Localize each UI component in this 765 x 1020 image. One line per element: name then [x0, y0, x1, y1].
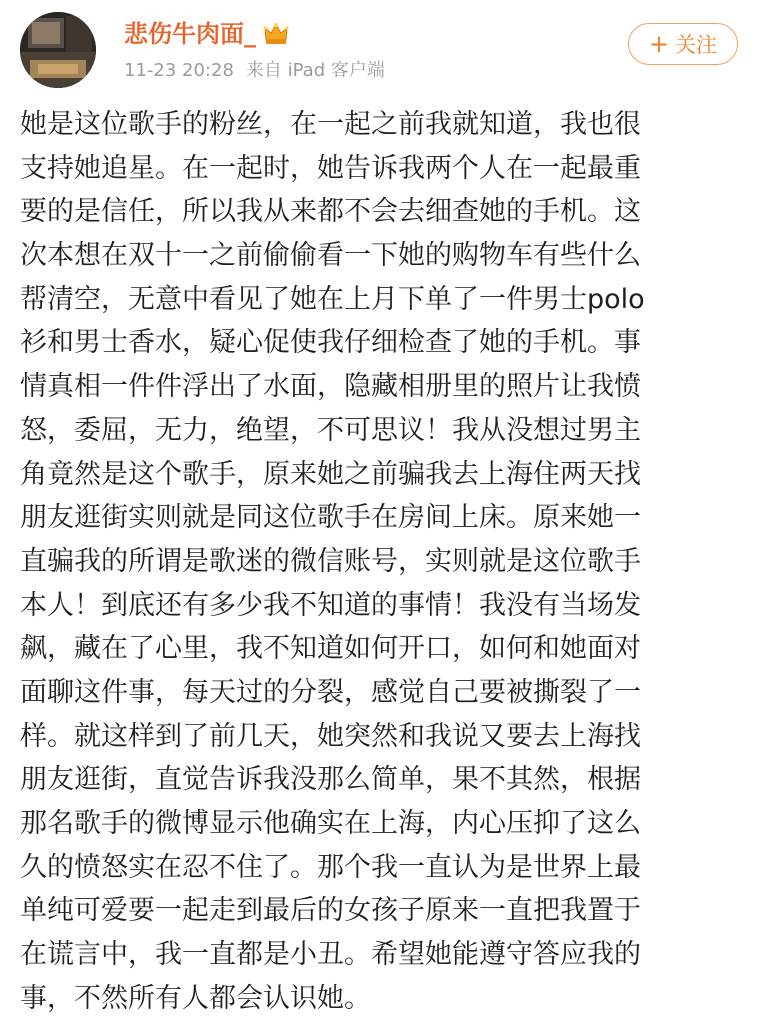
- post-text-line: 衫和男士香水，疑心促使我仔细检查了她的手机。事: [20, 327, 641, 359]
- post-text-line: 直骗我的所谓是歌迷的微信账号，实则就是这位歌手: [20, 545, 641, 577]
- post-text-line: 朋友逛街实则就是同这位歌手在房间上床。原来她一: [20, 502, 641, 534]
- avatar-image: [20, 12, 96, 88]
- post-text-line: 飙，藏在了心里，我不知道如何开口，如何和她面对: [20, 633, 641, 665]
- username[interactable]: 悲伤牛肉面_: [124, 20, 256, 48]
- post-text-line: 在谎言中，我一直都是小丑。希望她能遵守答应我的: [20, 939, 641, 971]
- post-text-line: 朋友逛街，直觉告诉我没那么简单，果不其然，根据: [20, 764, 641, 796]
- post-text-line: 那名歌手的微博显示他确实在上海，内心压抑了这么: [20, 808, 641, 839]
- post-text-line: 情真相一件件浮出了水面，隐藏相册里的照片让我愤: [20, 371, 641, 403]
- follow-button-label: 关注: [675, 33, 718, 57]
- post-text-line: 本人！到底还有多少我不知道的事情！我没有当场发: [20, 589, 641, 621]
- post-text-line: 面聊这件事，每天过的分裂，感觉自己要被撕裂了一: [20, 676, 641, 708]
- post-source: 来自 iPad 客户端: [245, 60, 385, 81]
- post-text-line: 事，不然所有人都会认识她。: [20, 982, 371, 1014]
- post-meta: [124, 58, 385, 84]
- crown-icon: [262, 20, 290, 48]
- post-text-line: 帮清空，无意中看见了她在上月下单了一件男士polo: [20, 283, 645, 315]
- post-content: [20, 103, 748, 1020]
- post-text-line: 次本想在双十一之前偷偷看一下她的购物车有些什么: [20, 240, 641, 272]
- post-text-line: 单纯可爱要一起走到最后的女孩子原来一直把我置于: [20, 895, 641, 927]
- username-row: [124, 18, 290, 50]
- plus-icon: +: [648, 30, 670, 58]
- avatar[interactable]: [20, 12, 96, 88]
- post-text-line: 角竟然是这个歌手，原来她之前骗我去上海住两天找: [20, 458, 641, 490]
- post-text-line: 要的是信任，所以我从来都不会去细查她的手机。这: [20, 196, 641, 228]
- post-timestamp: 11-23 20:28: [124, 60, 234, 81]
- post-text-line: 她是这位歌手的粉丝，在一起之前我就知道，我也很: [20, 109, 641, 140]
- post-text-line: 样。就这样到了前几天，她突然和我说又要去上海找: [20, 720, 641, 752]
- follow-button[interactable]: [628, 23, 738, 65]
- post-text-line: 怒，委屈，无力，绝望，不可思议！我从没想过男主: [20, 414, 641, 446]
- post-header: [0, 0, 765, 100]
- post-text-line: 支持她追星。在一起时，她告诉我两个人在一起最重: [20, 152, 641, 184]
- post-text-line: 久的愤怒实在忍不住了。那个我一直认为是世界上最: [20, 851, 641, 883]
